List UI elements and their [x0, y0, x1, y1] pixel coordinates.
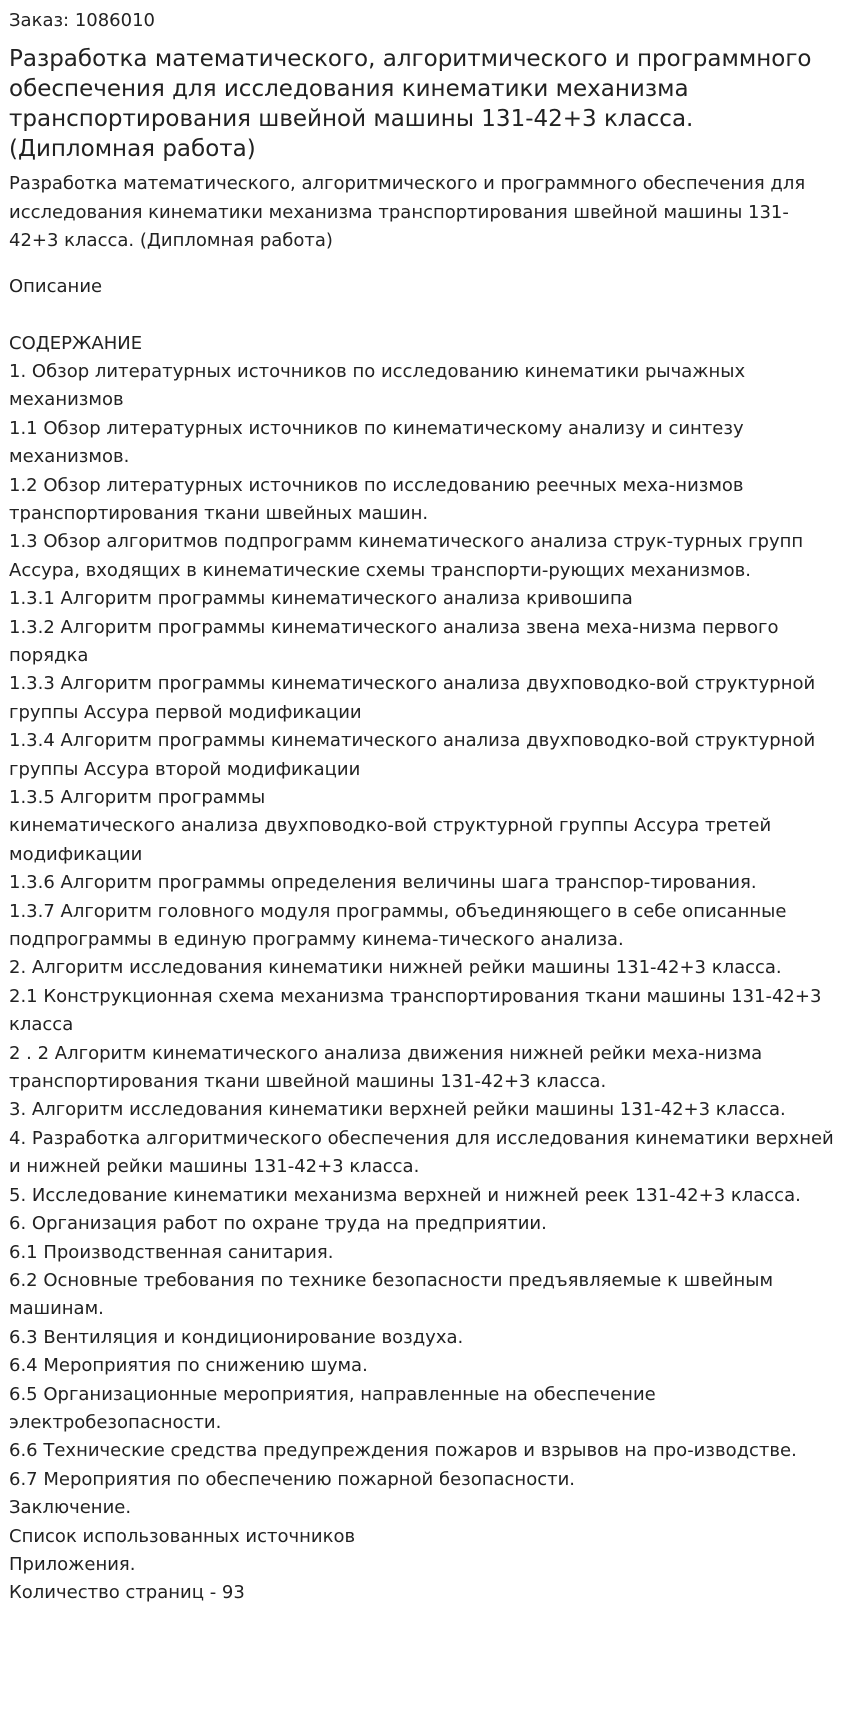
- toc-item: 2 . 2 Алгоритм кинематического анализа движения нижней рейки меха-низма транспортирования ткани швейной машины 131-42+3 класса.: [9, 1042, 763, 1093]
- page-count: Количество страниц - 93: [9, 1582, 245, 1604]
- toc-item: 3. Алгоритм исследования кинематики верхней рейки машины 131-42+3 класса.: [9, 1099, 786, 1121]
- toc-item: 1.3.7 Алгоритм головного модуля программы, объединяющего в себе описанные подпрограммы в единую программу кинема-тического анализа.: [9, 900, 787, 951]
- toc-item: Заключение.: [9, 1497, 132, 1519]
- toc-item: Приложения.: [9, 1553, 136, 1575]
- toc-item: 1.3.3 Алгоритм программы кинематического анализа двухповодко-вой структурной группы Ассура первой модификации: [9, 673, 816, 723]
- table-of-contents: [9, 330, 838, 1608]
- toc-item: Список использованных источников: [9, 1525, 356, 1547]
- page-title: Разработка математического, алгоритмического и программного обеспечения для исследования кинематики механизма транспортирования швейной машины 131-42+3 класса. (Дипломная работа): [9, 46, 812, 162]
- toc-item: 1.3 Обзор алгоритмов подпрограмм кинематического анализа струк-турных групп Ассура, входящих в кинематические схемы транспорти-рующих механизмов.: [9, 531, 804, 581]
- toc-item: 6. Организация работ по охране труда на предприятии.: [9, 1213, 547, 1235]
- toc-item: 6.3 Вентиляция и кондиционирование воздуха.: [9, 1326, 464, 1348]
- toc-item: 6.5 Организационные мероприятия, направленные на обеспечение электробезопасности.: [9, 1383, 656, 1433]
- toc-item: 1.3.5 Алгоритм программы: [9, 787, 266, 808]
- description-label: Описание: [9, 275, 103, 297]
- toc-item: 4. Разработка алгоритмического обеспечения для исследования кинематики верхней и нижней рейки машины 131-42+3 класса.: [9, 1127, 834, 1178]
- toc-item: 1.3.1 Алгоритм программы кинематического анализа кривошипа: [9, 588, 633, 610]
- toc-item: 2. Алгоритм исследования кинематики нижней рейки машины 131-42+3 класса.: [9, 957, 782, 979]
- subtitle: Разработка математического, алгоритмического и программного обеспечения для исследования кинематики механизма транспортирования швейной машины 131-42+3 класса. (Дипломная работа): [9, 173, 806, 251]
- toc-heading: СОДЕРЖАНИЕ: [9, 332, 143, 354]
- toc-item: 1. Обзор литературных источников по исследованию кинематики рычажных механизмов: [9, 360, 746, 411]
- toc-item: 6.4 Мероприятия по снижению шума.: [9, 1355, 368, 1377]
- toc-item: 6.2 Основные требования по технике безопасности предъявляемые к швейным машинам.: [9, 1269, 774, 1320]
- toc-item: 6.6 Технические средства предупреждения пожаров и взрывов на про-изводстве.: [9, 1440, 797, 1462]
- toc-item: 1.2 Обзор литературных источников по исследованию реечных меха-низмов транспортирования ткани швейных машин.: [9, 474, 744, 524]
- toc-item: 6.1 Производственная санитария.: [9, 1241, 334, 1263]
- toc-item: 6.7 Мероприятия по обеспечению пожарной безопасности.: [9, 1468, 576, 1490]
- toc-item: кинематического анализа двухповодко-вой структурной группы Ассура третей модификации: [9, 815, 772, 865]
- toc-item: 2.1 Конструкционная схема механизма транспортирования ткани машины 131-42+3 класса: [9, 985, 822, 1036]
- toc-item: 1.3.4 Алгоритм программы кинематического анализа двухповодко-вой структурной группы Ассура второй модификации: [9, 730, 816, 780]
- toc-item: 1.3.2 Алгоритм программы кинематического анализа звена меха-низма первого порядка: [9, 616, 779, 666]
- toc-item: 1.3.6 Алгоритм программы определения величины шага транспор-тирования.: [9, 872, 757, 894]
- toc-item: 5. Исследование кинематики механизма верхней и нижней реек 131-42+3 класса.: [9, 1184, 801, 1206]
- order-number: Заказ: 1086010: [9, 10, 155, 31]
- toc-item: 1.1 Обзор литературных источников по кинематическому анализу и синтезу механизмов.: [9, 417, 744, 468]
